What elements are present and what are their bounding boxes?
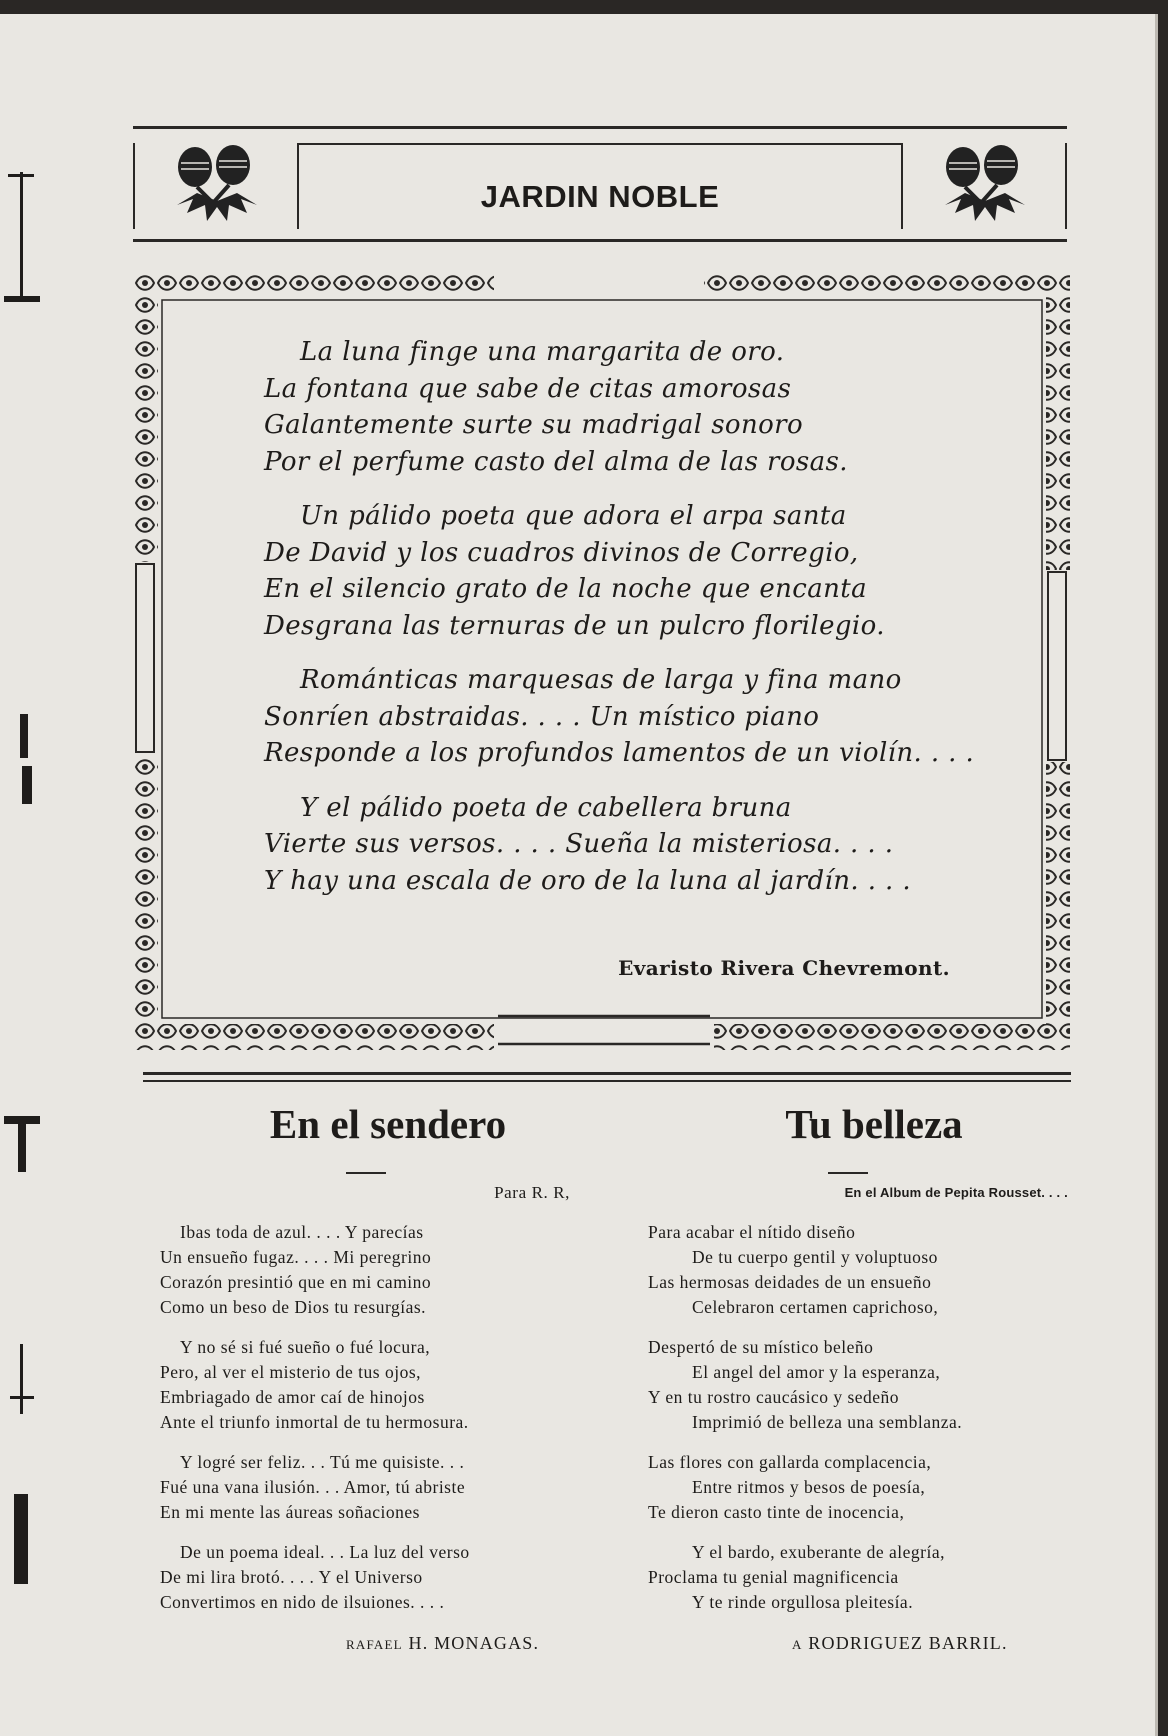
poem-line: Un pálido poeta que adora el arpa santa — [300, 501, 847, 531]
poem-line: Y el bardo, exuberante de alegría, — [692, 1542, 945, 1562]
poem-line: Corazón presintió que en mi camino — [160, 1272, 432, 1292]
poem-line: Las flores con gallarda complacencia, — [648, 1452, 932, 1472]
poem-line: Y te rinde orgullosa pleitesía. — [692, 1592, 914, 1612]
poem-line: En el silencio grato de la noche que encanta — [264, 574, 868, 604]
poem-line: De tu cuerpo gentil y voluptuoso — [692, 1247, 938, 1267]
section-header — [133, 126, 1067, 242]
poem-line: Románticas marquesas de larga y fina mano — [300, 665, 902, 695]
poem-dedication: Para R. R, — [494, 1183, 570, 1202]
poem-title: En el sendero — [269, 1101, 507, 1147]
poem-line: Convertimos en nido de ilsuiones. . . . — [160, 1592, 445, 1612]
poem-stanza — [264, 498, 984, 644]
poem-line: Y en tu rostro caucásico y sedeño — [648, 1387, 900, 1407]
thistle-ornament-right-icon — [935, 143, 1035, 229]
poem-signature — [160, 1633, 580, 1654]
signature-surname: H. MONAGAS. — [408, 1633, 540, 1653]
poem-line: Entre ritmos y besos de poesía, — [692, 1477, 926, 1497]
poem-line: Sonríen abstraidas. . . . Un místico piano — [264, 701, 820, 732]
poem-stanza — [648, 1450, 1068, 1525]
poem-dedication: En el Album de Pepita Rousset. . . . — [844, 1185, 1068, 1200]
signature-first-name: RAFAEL — [346, 1637, 403, 1652]
header-title-box — [299, 143, 901, 231]
header-right-box — [901, 143, 1067, 229]
magazine-page — [0, 14, 1158, 1736]
poem-author: Evaristo Rivera Chevremont. — [618, 956, 950, 980]
poem-title: Tu belleza — [785, 1101, 963, 1147]
poem-stanza — [264, 662, 984, 772]
poem-line: Desgrana las ternuras de un pulcro florilegio. — [264, 610, 885, 641]
poem-line: Y hay una escala de oro de la luna al jardín. . . . — [264, 865, 912, 896]
header-left-box — [133, 143, 299, 229]
poem-frame — [134, 272, 1070, 1050]
poem-line: Ibas toda de azul. . . . Y parecías — [180, 1222, 424, 1242]
poem-line: Y logré ser feliz. . . Tú me quisiste. . . — [180, 1452, 465, 1472]
poem-stanza — [264, 334, 984, 480]
poem-line: Un ensueño fugaz. . . . Mi peregrino — [160, 1247, 432, 1267]
thistle-ornament-left-icon — [167, 143, 267, 229]
poem-line: Para acabar el nítido diseño — [648, 1222, 856, 1242]
signature-surname: RODRIGUEZ BARRIL. — [808, 1633, 1008, 1653]
poem-body — [264, 334, 984, 917]
poem-stanza — [648, 1540, 1068, 1615]
poem-line: Y no sé si fué sueño o fué locura, — [180, 1337, 431, 1357]
poem-stanza — [160, 1450, 580, 1525]
poem-line: Las hermosas deidades de un ensueño — [648, 1272, 932, 1292]
poem-body — [160, 1220, 580, 1615]
poem-stanza — [160, 1220, 580, 1320]
poem-line: Pero, al ver el misterio de tus ojos, — [160, 1362, 422, 1382]
right-column-poem — [648, 1100, 1068, 1654]
poem-stanza — [160, 1540, 580, 1615]
poem-signature — [648, 1633, 1068, 1654]
poem-line: De David y los cuadros divinos de Corregio, — [264, 537, 859, 568]
title-rule — [828, 1172, 868, 1174]
poem-stanza — [160, 1335, 580, 1435]
poem-line: Responde a los profundos lamentos de un violín. . . . — [264, 738, 975, 768]
poem-line: Como un beso de Dios tu resurgías. — [160, 1297, 427, 1317]
poem-line: Despertó de su místico beleño — [648, 1337, 874, 1357]
poem-body — [648, 1220, 1068, 1615]
poem-line: Por el perfume casto del alma de las rosas. — [264, 446, 848, 477]
left-column-poem — [160, 1100, 580, 1654]
poem-stanza — [264, 790, 984, 900]
poem-line: Te dieron casto tinte de inocencia, — [648, 1502, 905, 1522]
poem-line: Galantemente surte su madrigal sonoro — [264, 410, 804, 440]
poem-line: Vierte sus versos. . . . Sueña la misteriosa. . . . — [264, 829, 894, 859]
poem-line: La luna finge una margarita de oro. — [300, 337, 785, 367]
binding-edge — [0, 14, 52, 1736]
poem-line: De un poema ideal. . . La luz del verso — [180, 1542, 470, 1562]
section-divider — [143, 1072, 1071, 1082]
poem-line: Imprimió de belleza una semblanza. — [692, 1412, 963, 1432]
poem-line: En mi mente las áureas soñaciones — [160, 1502, 420, 1522]
poem-line: Y el pálido poeta de cabellera bruna — [300, 792, 792, 823]
poem-line: Ante el triunfo inmortal de tu hermosura. — [160, 1412, 469, 1432]
poem-stanza — [648, 1335, 1068, 1435]
signature-initial: A — [792, 1637, 803, 1652]
section-title: JARDIN NOBLE — [480, 179, 720, 214]
poem-line: Fué una vana ilusión. . . Amor, tú abriste — [160, 1477, 466, 1497]
poem-line: De mi lira brotó. . . . Y el Universo — [160, 1567, 423, 1587]
poem-line: Embriagado de amor caí de hinojos — [160, 1387, 425, 1407]
poem-line: Proclama tu genial magnificencia — [648, 1567, 899, 1587]
poem-line: El angel del amor y la esperanza, — [692, 1362, 941, 1382]
title-rule — [346, 1172, 386, 1174]
poem-stanza — [648, 1220, 1068, 1320]
poem-line: Celebraron certamen caprichoso, — [692, 1297, 939, 1317]
poem-line: La fontana que sabe de citas amorosas — [264, 373, 792, 404]
